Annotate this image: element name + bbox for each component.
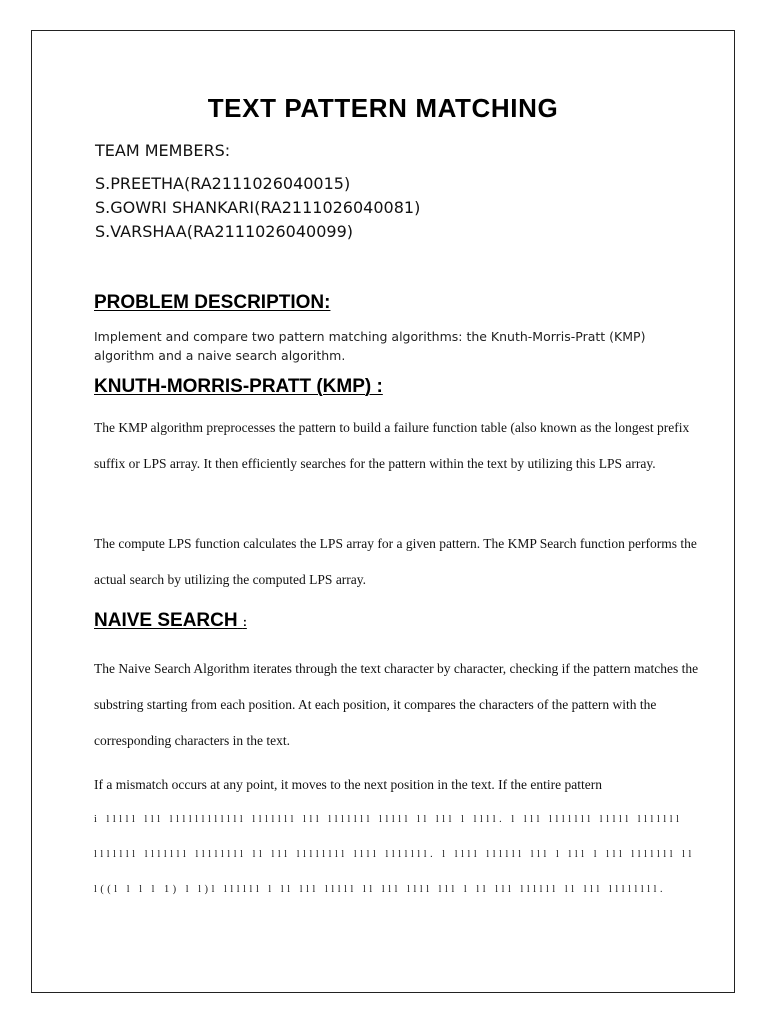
team-members-label: TEAM MEMBERS: [95,141,231,160]
team-section [95,141,420,244]
document-page [31,30,735,993]
team-member: S.PREETHA(RA2111026040015) [95,174,351,193]
naive-search-heading [94,610,247,632]
kmp-heading: KNUTH-MORRIS-PRATT (KMP) : [94,376,383,397]
naive-paragraph-2-line-1: If a mismatch occurs at any point, it moves to the next position in the text. If the entire pattern [94,777,602,792]
kmp-paragraph-2: The compute LPS function calculates the LPS array for a given pattern. The KMP Search function performs the actual search by utilizing the computed LPS array. [94,536,697,587]
naive-paragraph-2-line-2: i lllll lll llllllllllll lllllll lll lllllll lllll ll lll l llll. l lll lllllll lllll lllllll [94,814,683,825]
naive-search-heading-text: NAIVE SEARCH [94,610,238,631]
naive-search-heading-colon: : [242,615,247,629]
team-member: S.GOWRI SHANKARI(RA2111026040081) [95,198,421,217]
kmp-paragraph-1: The KMP algorithm preprocesses the pattern to build a failure function table (also known as the longest prefix suffix or LPS array. It then efficiently searches for the pattern within the text by utilizing this LPS array. [94,420,690,471]
naive-paragraph-1: The Naive Search Algorithm iterates through the text character by character, checking if the pattern matches the substring starting from each position. At each position, it compares the characters of the pattern with the corresponding characters in the text. [94,661,699,748]
naive-paragraph-2-line-4: l((l l l l 1) l l)l llllll l ll lll lllll ll lll llll lll l ll lll llllll ll lll llllllll. [94,884,667,895]
problem-description-text: Implement and compare two pattern matching algorithms: the Knuth-Morris-Pratt (KMP) algorithm and a naive search algorithm. [94,329,646,363]
team-member: S.VARSHAA(RA2111026040099) [95,222,353,241]
document-title: TEXT PATTERN MATCHING [207,93,559,123]
problem-description-heading: PROBLEM DESCRIPTION: [94,292,331,313]
naive-paragraph-2-line-3: lllllll lllllll llllllll ll lll llllllll llll lllllll. l llll llllll lll l lll l lll lllllll ll [94,849,695,860]
